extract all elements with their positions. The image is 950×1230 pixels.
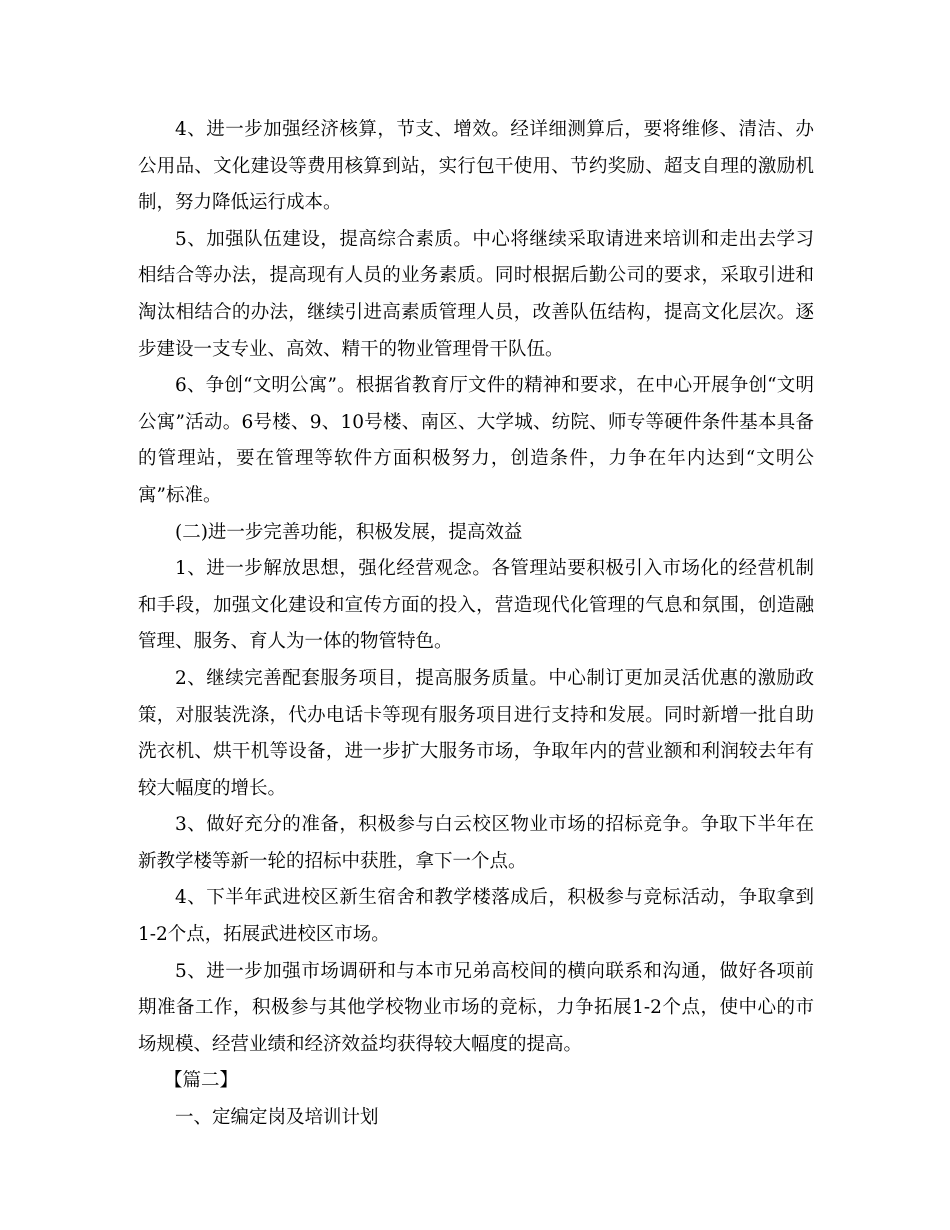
section-heading-staffing-training: 一、定编定岗及培训计划 [175,1107,379,1129]
paragraph-team-building: 5、加强队伍建设，提高综合素质。中心将继续采取请进来培训和走出去学习相结合等办法，提高现有人员的业务素质。同时根据后勤公司的要求，采取引进和淘汰相结合的办法，继续引进高素质管理人员，改善队伍结构，提高文化层次。逐步建设一支专业、高效、精干的物业管理骨干队伍。 [138,228,814,360]
paragraph-market-research: 5、进一步加强市场调研和与本市兄弟高校间的横向联系和沟通，做好各项前期准备工作，积极参与其他学校物业市场的竞标，力争拓展1-2个点，使中心的市场规模、经营业绩和经济效益均获得较大幅度的提高。 [138,960,814,1055]
section-heading-improve-functions: (二)进一步完善功能，积极发展，提高效益 [175,521,523,543]
paragraph-baiyun-bidding: 3、做好充分的准备，积极参与白云校区物业市场的招标竞争。争取下半年在新教学楼等新一轮的招标中获胜，拿下一个点。 [138,814,814,872]
paragraph-emancipate-thinking: 1、进一步解放思想，强化经营观念。各管理站要积极引入市场化的经营机制和手段，加强文化建设和宣传方面的投入，营造现代化管理的气息和氛围，创造融管理、服务、育人为一体的物管特色。 [138,558,814,653]
section-marker-part-two: 【篇二】 [164,1070,239,1092]
paragraph-wujin-campus: 4、下半年武进校区新生宿舍和教学楼落成后，积极参与竞标活动，争取拿到1-2个点，拓展武进校区市场。 [138,887,814,946]
paragraph-cost-accounting: 4、进一步加强经济核算，节支、增效。经详细测算后，要将维修、清洁、办公用品、文化建设等费用核算到站，实行包干使用、节约奖励、超支自理的激励机制，努力降低运行成本。 [138,119,814,214]
document-page [138,112,814,1137]
paragraph-service-projects: 2、继续完善配套服务项目，提高服务质量。中心制订更加灵活优惠的激励政策，对服装洗涤，代办电话卡等现有服务项目进行支持和发展。同时新增一批自助洗衣机、烘干机等设备，进一步扩大服务市场，争取年内的营业额和利润较去年有较大幅度的增长。 [138,667,814,799]
paragraph-civilized-apartment: 6、争创“文明公寓”。根据省教育厅文件的精神和要求，在中心开展争创“文明公寓”活动。6号楼、9、10号楼、南区、大学城、纺院、师专等硬件条件基本具备的管理站，要在管理等软件方面积极努力，创造条件，力争在年内达到“文明公寓”标准。 [138,375,814,506]
